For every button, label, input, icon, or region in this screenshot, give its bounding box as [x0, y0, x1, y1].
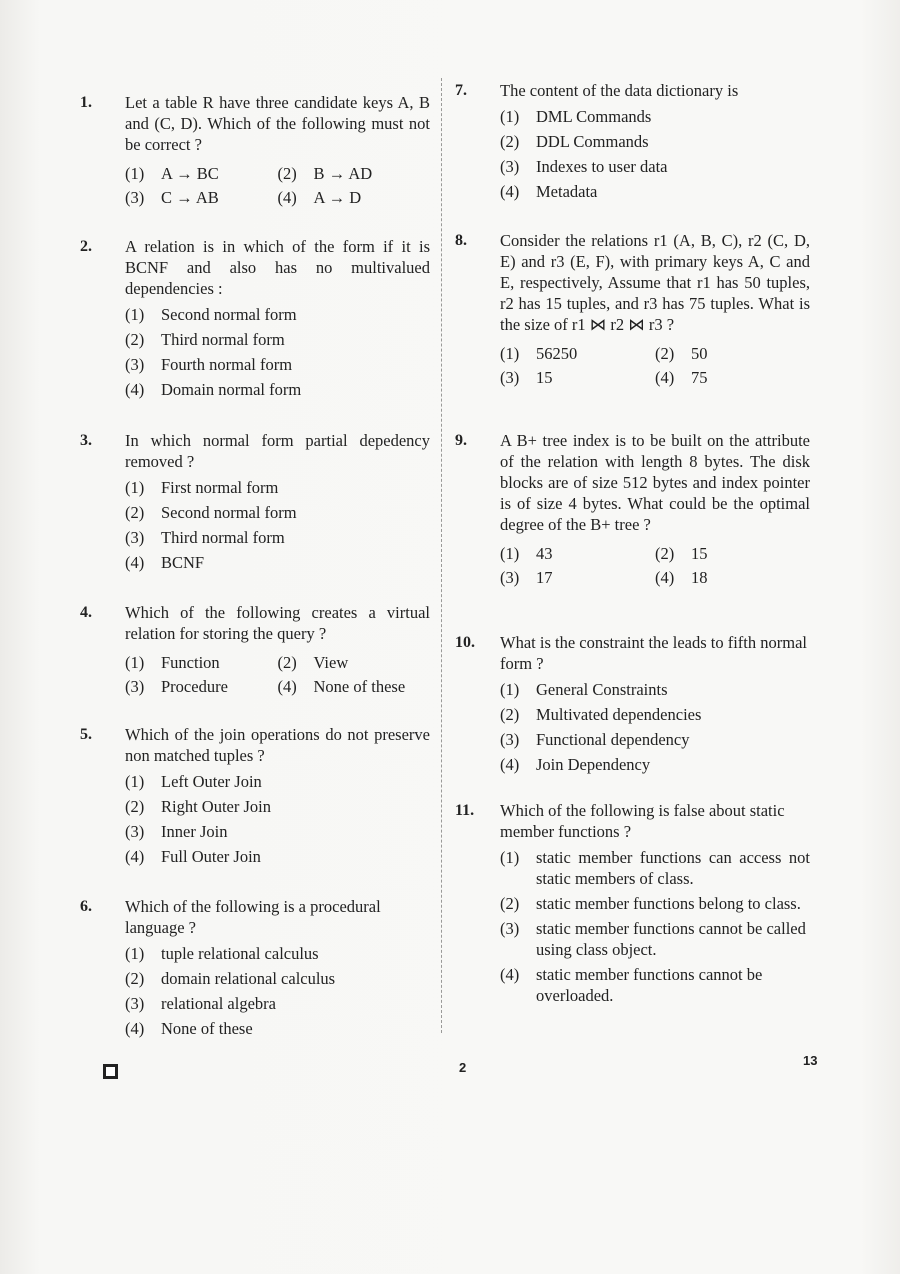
option-number: (2) [125, 503, 145, 522]
option [655, 567, 810, 588]
question-6 [80, 896, 430, 1039]
option-number: (4) [125, 1019, 145, 1038]
question-number: 8. [455, 232, 467, 249]
option-number: (4) [125, 847, 145, 866]
option-text: First normal form [161, 478, 279, 497]
option-text: relational algebra [161, 994, 276, 1013]
option-number: (1) [125, 772, 145, 791]
question-5 [80, 724, 430, 867]
question-number: 1. [80, 94, 92, 111]
option-text: 56250 [536, 344, 578, 363]
option-number: (1) [500, 344, 520, 363]
question-9 [455, 430, 810, 588]
option-text: Second normal form [161, 305, 297, 324]
option [500, 754, 810, 775]
option-number: (2) [125, 969, 145, 988]
question-text: A B+ tree index is to be built on the attribute of the relation with length 8 bytes. The disk blocks are of size 512 bytes and index pointer is of size 4 bytes. What could be the optimal degree of the B+ tree ? [500, 431, 810, 534]
option-number: (1) [125, 305, 145, 324]
option [500, 704, 810, 725]
option [278, 676, 431, 697]
question-11 [455, 800, 810, 1006]
option [125, 379, 430, 400]
question-text: Let a table R have three candidate keys A, B and (C, D). Which of the following must not be correct ? [125, 93, 430, 154]
question-1 [80, 92, 430, 208]
option-text: Left Outer Join [161, 772, 262, 791]
question-number: 10. [455, 634, 475, 651]
question-number: 9. [455, 432, 467, 449]
option [655, 367, 810, 388]
option-number: (1) [125, 944, 145, 963]
option [125, 676, 278, 697]
option-text: None of these [161, 1019, 253, 1038]
option-text: static member functions can access not static members of class. [536, 848, 810, 888]
option [500, 343, 655, 364]
question-number: 11. [455, 802, 475, 819]
option-text: Second normal form [161, 503, 297, 522]
option [500, 543, 655, 564]
option-number: (4) [655, 368, 675, 387]
option-text: 17 [536, 568, 553, 587]
question-text: Which of the following is a procedural language ? [125, 897, 381, 937]
option-number: (3) [125, 355, 145, 374]
option-text: Functional dependency [536, 730, 690, 749]
option-text: Third normal form [161, 330, 285, 349]
option [500, 567, 655, 588]
option [125, 771, 430, 792]
option-number: (4) [500, 755, 520, 774]
question-text: Consider the relations r1 (A, B, C), r2 (C, D, E) and r3 (E, F), with primary keys A, C and E, respectively, Assume that r1 has 50 tuples, r2 has 15 tuples, and r3 has 75 tuples. What is the size of r1 ⋈ r2 ⋈ r3 ? [500, 231, 810, 334]
option-text: Join Dependency [536, 755, 651, 774]
option-number: (1) [500, 544, 520, 563]
option-text: static member functions cannot be overloaded. [536, 965, 763, 1005]
option [655, 543, 810, 564]
option-number: (4) [500, 182, 520, 201]
option-text: Domain normal form [161, 380, 302, 399]
option-number: (3) [125, 677, 145, 696]
option-text: B → AD [313, 164, 373, 183]
option [655, 343, 810, 364]
option [500, 893, 810, 914]
question-3 [80, 430, 430, 573]
option [125, 993, 430, 1014]
option-text: static member functions cannot be called using class object. [536, 919, 806, 959]
question-number: 6. [80, 898, 92, 915]
option-number: (1) [125, 164, 145, 183]
option-text: 43 [536, 544, 553, 563]
option-text: Inner Join [161, 822, 228, 841]
option-text: static member functions belong to class. [536, 894, 801, 913]
option-number: (2) [500, 705, 520, 724]
question-text: Which of the following creates a virtual relation for storing the query ? [125, 603, 430, 643]
option-number: (3) [125, 528, 145, 547]
option-number: (3) [125, 188, 145, 207]
option-text: Multivated dependencies [536, 705, 702, 724]
option [125, 796, 430, 817]
option-text: A → D [313, 188, 362, 207]
option-text: Right Outer Join [161, 797, 271, 816]
option-number: (4) [500, 965, 520, 984]
option-text: C → AB [161, 188, 219, 207]
option-text: None of these [313, 677, 406, 696]
option [125, 846, 430, 867]
option-number: (4) [277, 677, 297, 696]
question-number: 3. [80, 432, 92, 449]
option-text: 50 [691, 344, 708, 363]
option-text: Fourth normal form [161, 355, 293, 374]
option-text: tuple relational calculus [161, 944, 319, 963]
option-number: (3) [500, 568, 520, 587]
page-number-center: 2 [459, 1060, 467, 1075]
option-text: DML Commands [536, 107, 652, 126]
option-text: 18 [691, 568, 708, 587]
option-number: (3) [500, 157, 520, 176]
option-number: (4) [655, 568, 675, 587]
option [125, 527, 430, 548]
option-text: 15 [536, 368, 553, 387]
option-text: BCNF [161, 553, 205, 572]
option [278, 187, 431, 208]
question-8 [455, 230, 810, 388]
option-number: (4) [277, 188, 297, 207]
option-text: View [313, 653, 349, 672]
column-divider [441, 78, 442, 1033]
option-number: (3) [125, 994, 145, 1013]
option-text: Procedure [161, 677, 228, 696]
option-number: (4) [125, 380, 145, 399]
option [500, 679, 810, 700]
question-text: In which normal form partial depedency removed ? [125, 431, 430, 471]
option [500, 918, 810, 960]
option-number: (3) [125, 822, 145, 841]
option-number: (1) [500, 680, 520, 699]
option [125, 163, 278, 184]
page-number-right: 13 [803, 1053, 818, 1068]
option-text: Metadata [536, 182, 598, 201]
option-text: Full Outer Join [161, 847, 261, 866]
option [125, 943, 430, 964]
question-10 [455, 632, 810, 775]
question-number: 4. [80, 604, 92, 621]
option [500, 964, 810, 1006]
option-number: (1) [125, 653, 145, 672]
option [500, 367, 655, 388]
option [125, 187, 278, 208]
option [125, 652, 278, 673]
option [500, 181, 810, 202]
question-2 [80, 236, 430, 400]
option-number: (2) [500, 894, 520, 913]
option-number: (1) [500, 848, 520, 867]
option-text: 15 [691, 544, 708, 563]
option-text: A → BC [161, 164, 219, 183]
option-text: DDL Commands [536, 132, 649, 151]
option-text: Indexes to user data [536, 157, 668, 176]
option [125, 968, 430, 989]
option-number: (2) [125, 330, 145, 349]
option [278, 163, 431, 184]
question-text: Which of the following is false about static member functions ? [500, 801, 785, 841]
question-number: 5. [80, 726, 92, 743]
option [125, 552, 430, 573]
option [125, 477, 430, 498]
option [500, 131, 810, 152]
question-7 [455, 80, 810, 202]
question-text: A relation is in which of the form if it is BCNF and also has no multivalued dependencies : [125, 237, 430, 298]
option-number: (2) [277, 653, 297, 672]
option [125, 329, 430, 350]
option-number: (2) [655, 344, 675, 363]
option [500, 729, 810, 750]
question-4 [80, 602, 430, 697]
option-text: Function [161, 653, 220, 672]
option [125, 1018, 430, 1039]
option-number: (2) [125, 797, 145, 816]
option-number: (4) [125, 553, 145, 572]
option-number: (2) [277, 164, 297, 183]
option-number: (2) [500, 132, 520, 151]
question-number: 7. [455, 82, 467, 99]
option [125, 354, 430, 375]
square-mark-icon [103, 1064, 118, 1079]
option-text: Third normal form [161, 528, 285, 547]
option-text: General Constraints [536, 680, 668, 699]
question-number: 2. [80, 238, 92, 255]
option-number: (3) [500, 730, 520, 749]
question-text: What is the constraint the leads to fifth normal form ? [500, 633, 807, 673]
option [125, 821, 430, 842]
option [125, 502, 430, 523]
question-text: The content of the data dictionary is [500, 81, 739, 100]
option-number: (1) [500, 107, 520, 126]
option [500, 156, 810, 177]
option [125, 304, 430, 325]
option [500, 106, 810, 127]
option [278, 652, 431, 673]
option-number: (2) [655, 544, 675, 563]
option-text: 75 [691, 368, 708, 387]
option-text: domain relational calculus [161, 969, 336, 988]
option-number: (3) [500, 919, 520, 938]
option [500, 847, 810, 889]
question-text: Which of the join operations do not preserve non matched tuples ? [125, 725, 430, 765]
option-number: (1) [125, 478, 145, 497]
option-number: (3) [500, 368, 520, 387]
